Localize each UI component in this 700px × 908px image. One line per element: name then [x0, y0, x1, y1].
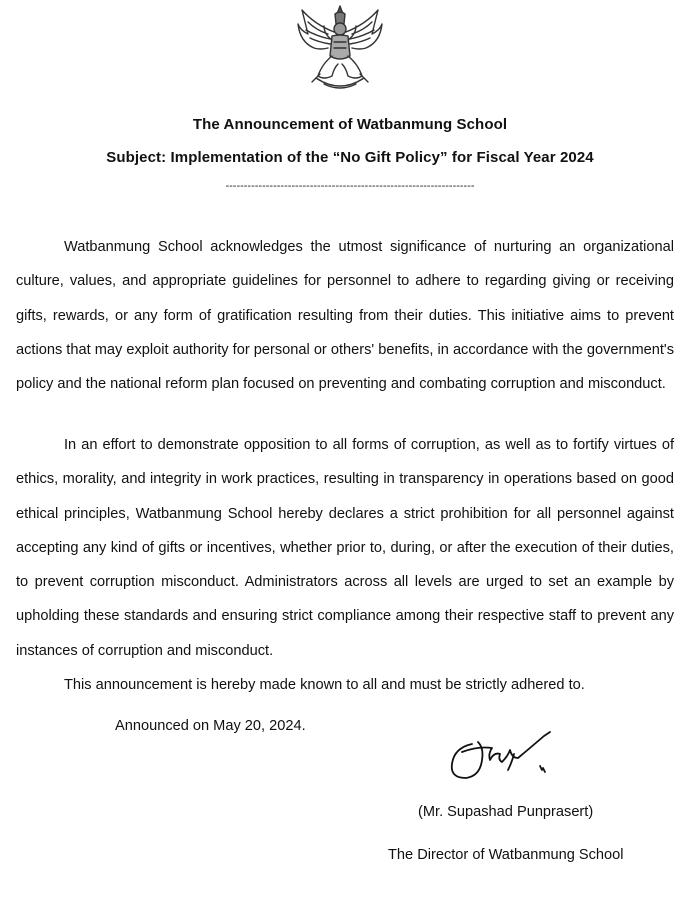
body-paragraph-2: In an effort to demonstrate opposition to all forms of corruption, as well as to fortify virtues of ethics, morality, and integrity in work practices, resulting in transparency in operations based on good ethical principles, Watbanmung School hereby declares a strict prohibition for all personnel against accepting any kind of gifts or incentives, whether prior to, during, or after the execution of their duties, to prevent corruption misconduct. Administrators across all levels are urged to set an example by upholding these standards and ensuring strict compliance among their respective staff to prevent any instances of corruption and misconduct.: [16, 437, 674, 659]
signatory-position: The Director of Watbanmung School: [388, 847, 624, 863]
announcement-title: The Announcement of Watbanmung School: [192, 116, 508, 133]
body-paragraph-1: Watbanmung School acknowledges the utmost significance of nurturing an organizational culture, values, and appropriate guidelines for personnel to adhere to regarding giving or receiving gifts, rewards, or any form of gratification resulting from their duties. This initiative aims to prevent actions that may exploit authority for personal or others' benefits, in accordance with the government's policy and the national reform plan focused on preventing and combating corruption and misconduct.: [16, 239, 674, 393]
garuda-emblem-icon: [294, 4, 386, 96]
separator-line: --------------------------------------------------------------------: [225, 180, 475, 192]
handwritten-signature-icon: [448, 730, 566, 790]
body-paragraph-3: This announcement is hereby made known to all and must be strictly adhered to.: [64, 677, 585, 693]
announcement-subject: Subject: Implementation of the “No Gift Policy” for Fiscal Year 2024: [106, 149, 594, 166]
signatory-name: (Mr. Supashad Punprasert): [418, 804, 594, 820]
announcement-date: Announced on May 20, 2024.: [115, 718, 306, 734]
